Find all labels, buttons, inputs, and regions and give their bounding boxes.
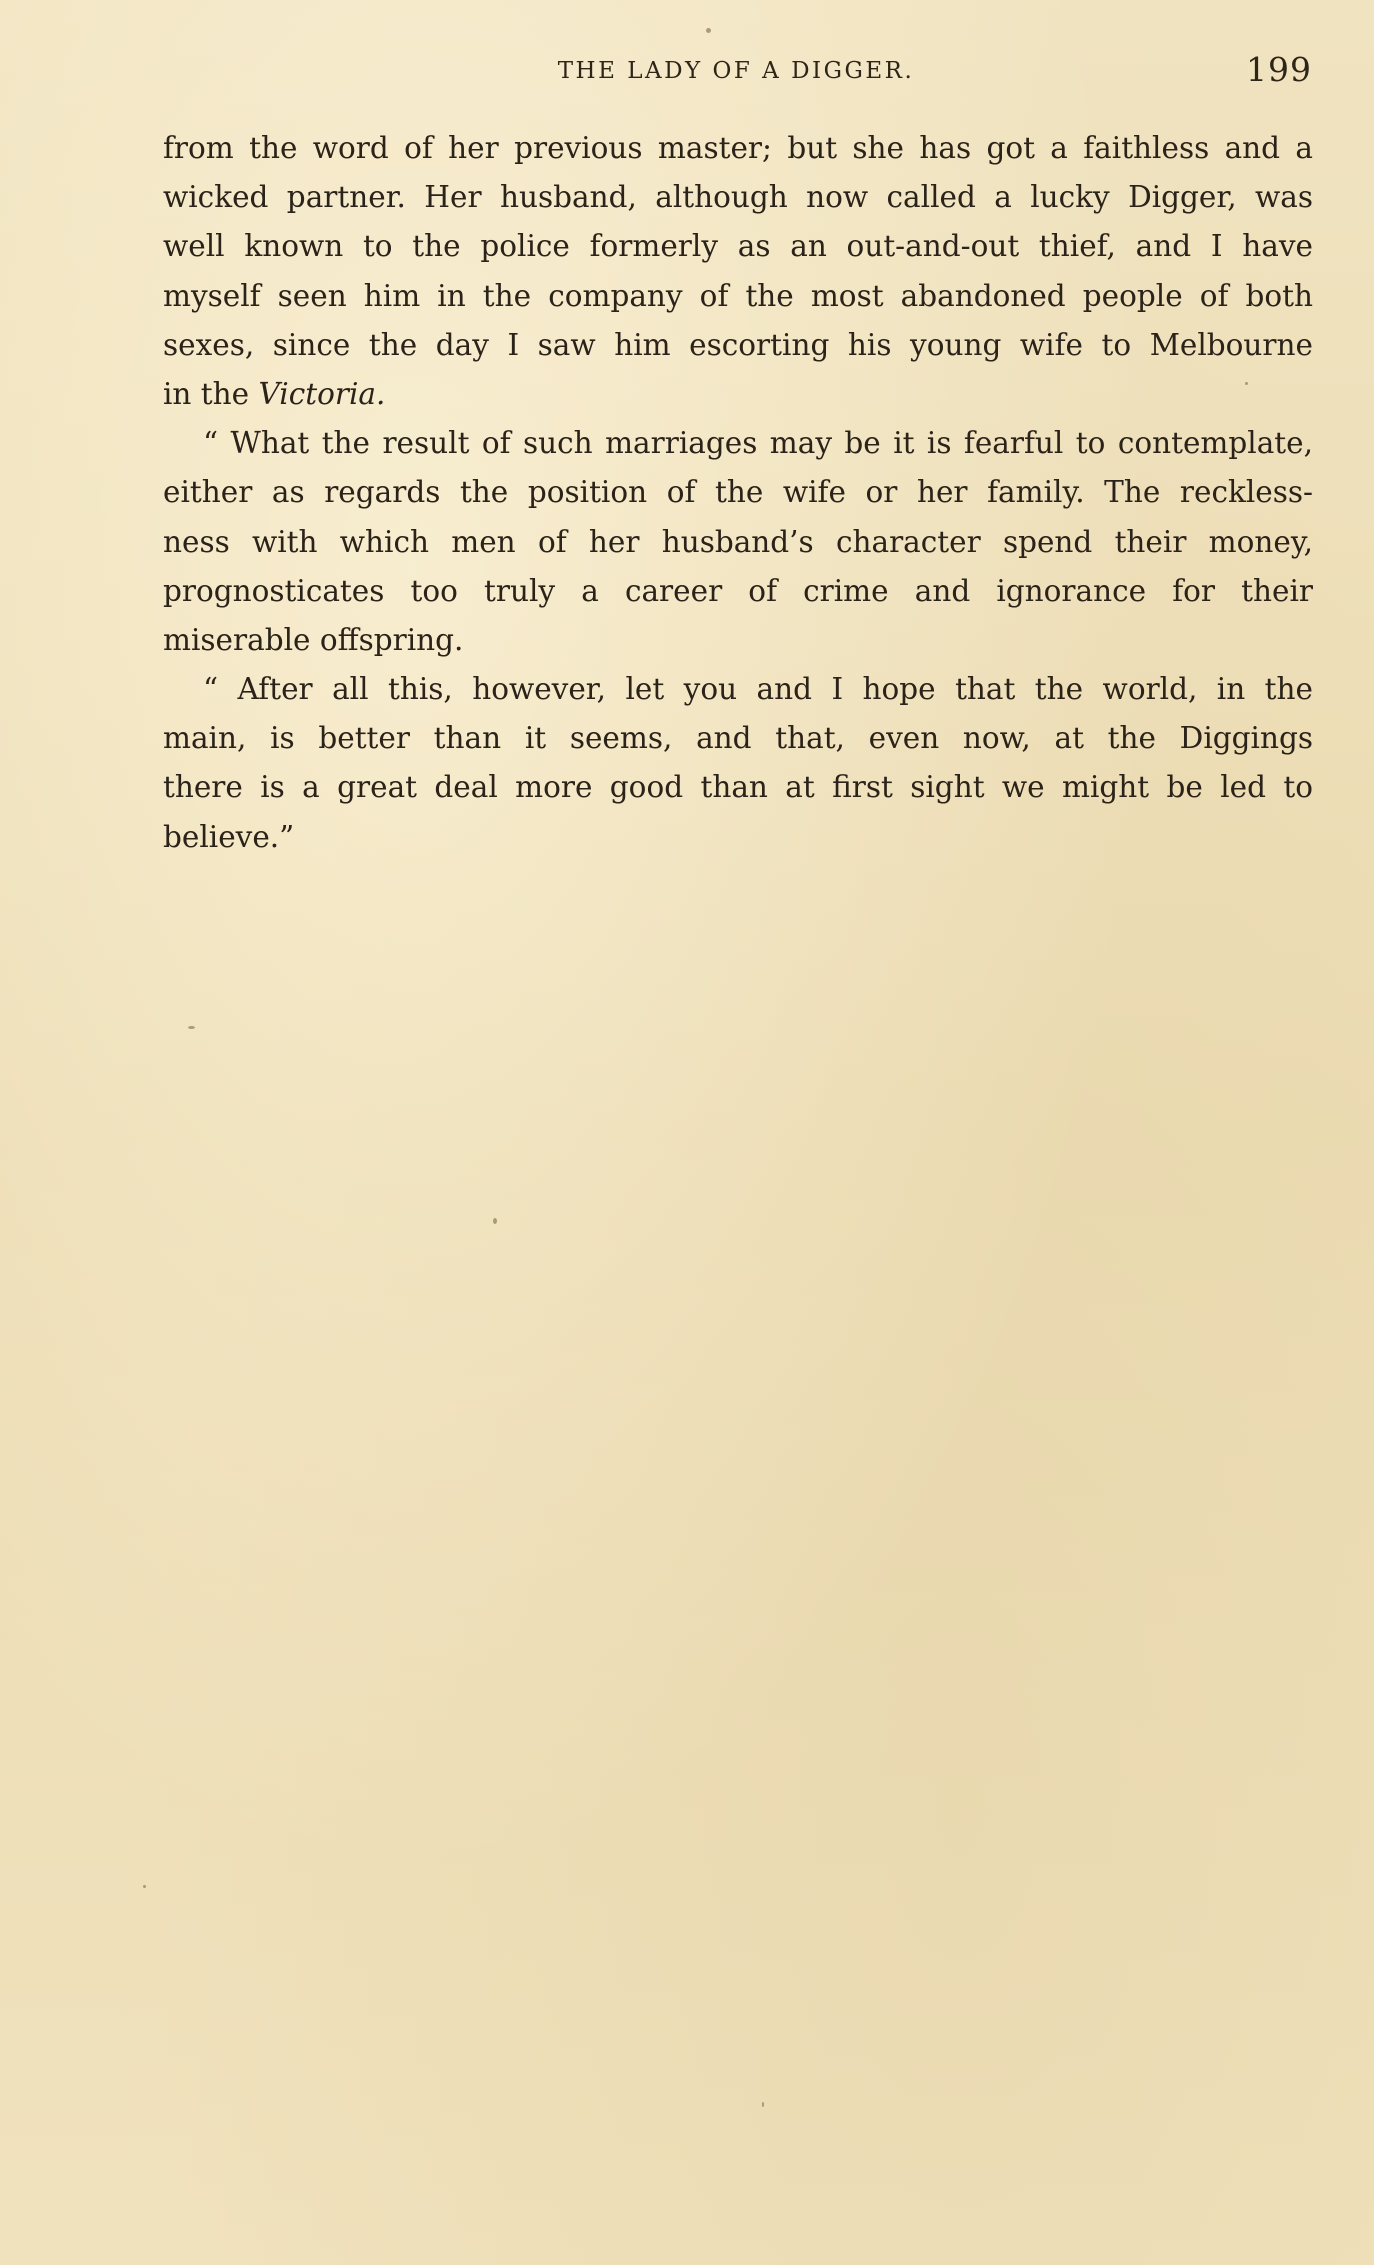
body-text bbox=[163, 124, 1313, 862]
text-line bbox=[163, 370, 1313, 419]
text-line: wicked partner. Her husband, although now called a lucky Digger, was bbox=[163, 180, 1313, 215]
paper-speck bbox=[493, 1218, 497, 1224]
text-line: well known to the police formerly as an out-and-out thief, and I have bbox=[163, 229, 1313, 264]
page-number: 199 bbox=[1246, 50, 1312, 89]
running-title: THE LADY OF A DIGGER. bbox=[557, 58, 915, 84]
text-line: miserable offspring. bbox=[163, 622, 464, 657]
paper-speck bbox=[188, 1026, 195, 1029]
text-line: prognosticates too truly a career of crime and ignorance for their bbox=[163, 573, 1313, 608]
text-line: either as regards the position of the wife or her family. The reckless- bbox=[163, 475, 1313, 510]
text-line: myself seen him in the company of the most abandoned people of both bbox=[163, 278, 1313, 313]
text-line: there is a great deal more good than at first sight we might be led to bbox=[163, 770, 1313, 805]
running-head bbox=[160, 50, 1312, 94]
text-line: believe.” bbox=[163, 819, 295, 854]
paper-speck bbox=[143, 1885, 146, 1888]
text-line: ness with which men of her husband’s character spend their money, bbox=[163, 524, 1313, 559]
paper-speck bbox=[1245, 382, 1248, 385]
paper-speck bbox=[762, 2102, 764, 2107]
text-fragment: in the bbox=[163, 376, 259, 411]
paper-speck bbox=[706, 28, 711, 33]
ship-name: Victoria. bbox=[258, 376, 386, 411]
text-line: “ What the result of such marriages may be it is fearful to contemplate, bbox=[203, 426, 1313, 461]
text-line: from the word of her previous master; but she has got a faithless and a bbox=[163, 131, 1313, 165]
text-line: sexes, since the day I saw him escorting his young wife to Melbourne bbox=[163, 327, 1313, 362]
text-line: main, is better than it seems, and that, even now, at the Diggings bbox=[163, 721, 1313, 756]
text-line: “ After all this, however, let you and I hope that the world, in the bbox=[203, 672, 1313, 707]
